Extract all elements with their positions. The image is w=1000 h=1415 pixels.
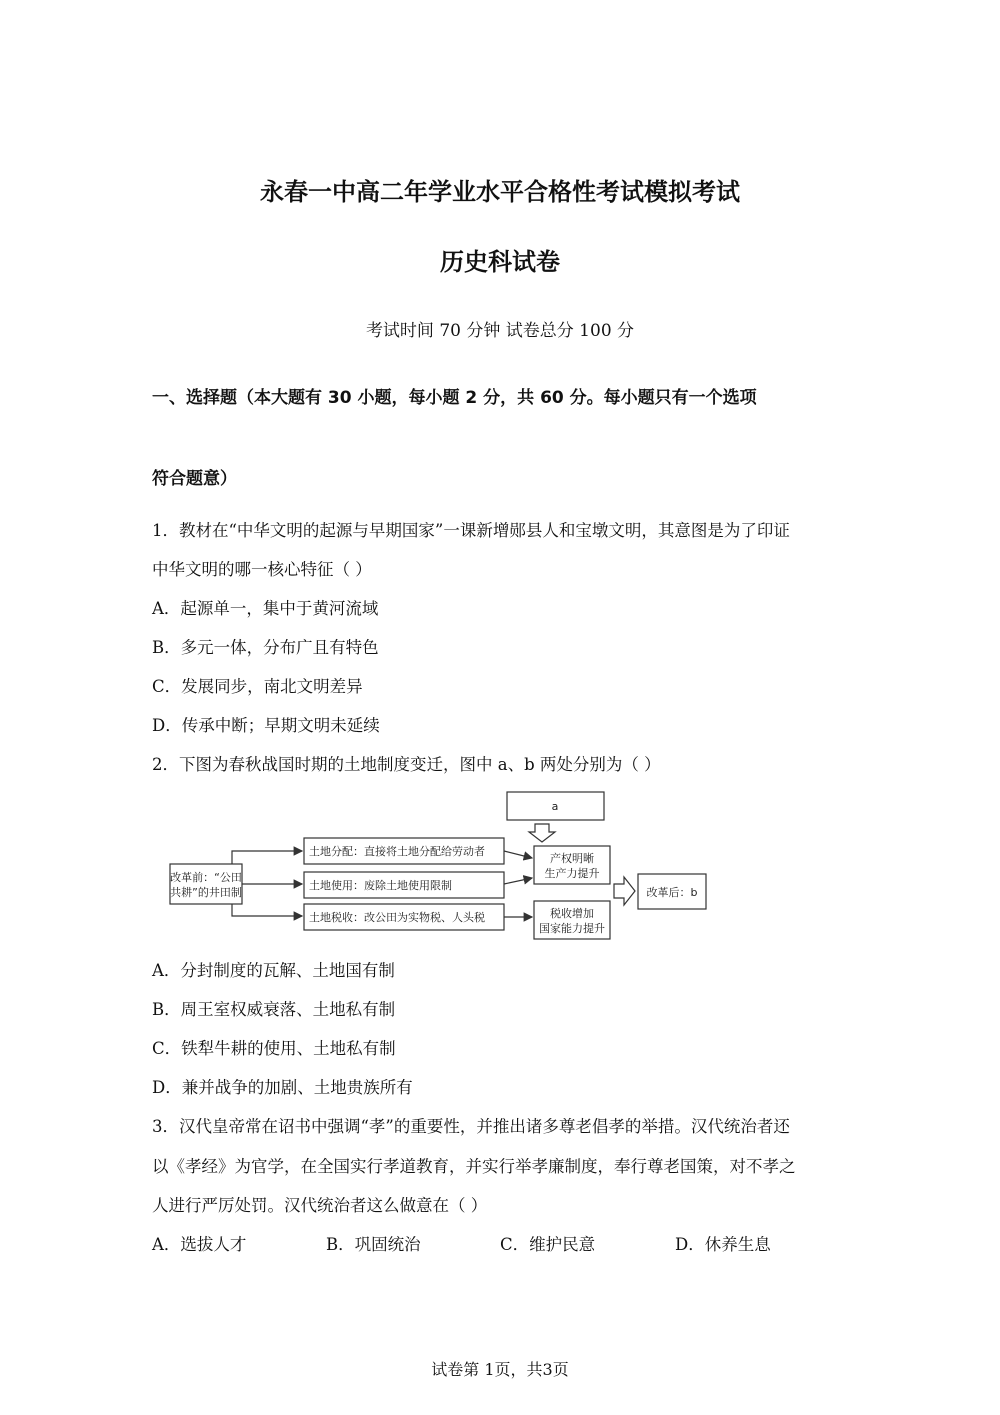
box-result1-line2: 生产力提升	[544, 867, 600, 880]
box-tax-label: 土地税收：改公田为实物税、人头税	[309, 911, 485, 924]
connector-tax	[232, 904, 302, 916]
exam-meta: 考试时间 70 分钟 试卷总分 100 分	[365, 321, 635, 341]
q3-stem-line2: 以《孝经》为官学，在全国实行孝道教育，并实行举孝廉制度，奉行尊老国策，对不孝之	[152, 1157, 796, 1176]
right-arrow-icon	[614, 877, 635, 905]
box-result2-line2: 国家能力提升	[539, 922, 605, 935]
box-result1-line1: 产权明晰	[550, 852, 594, 865]
connector-dist	[232, 851, 302, 864]
q3-stem-line3: 人进行严厉处罚。汉代统治者这么做意在（ ）	[152, 1196, 488, 1215]
page-subtitle: 历史科试卷	[440, 248, 560, 276]
arrow-use-result	[504, 878, 532, 884]
q3-option-a: A．选拔人才	[152, 1235, 247, 1254]
box-before-line1: 改革前：“公田	[170, 871, 242, 884]
q2-option-c: C．铁犁牛耕的使用、土地私有制	[152, 1039, 396, 1058]
page-footer: 试卷第 1页，共3页	[431, 1360, 569, 1379]
q1-stem-line1: 1．教材在“中华文明的起源与早期国家”一课新增郧县人和宝墩文明，其意图是为了印证	[152, 521, 790, 540]
q1-option-b: B．多元一体，分布广且有特色	[152, 638, 379, 657]
q3-option-b: B．巩固统治	[326, 1235, 421, 1254]
q1-option-a: A．起源单一，集中于黄河流域	[152, 599, 379, 618]
box-after-label: 改革后：b	[646, 886, 698, 899]
q1-stem-line2: 中华文明的哪一核心特征（ ）	[152, 560, 372, 579]
land-system-diagram	[168, 788, 712, 940]
page-title: 永春一中高二年学业水平合格性考试模拟考试	[260, 178, 740, 206]
q2-option-d: D．兼并战争的加剧、土地贵族所有	[152, 1078, 413, 1097]
box-before-line2: 共耕”的井田制	[170, 886, 242, 899]
down-arrow-icon	[529, 824, 555, 842]
q3-stem-line1: 3．汉代皇帝常在诏书中强调“孝”的重要性，并推出诸多尊老倡孝的举措。汉代统治者还	[152, 1117, 790, 1136]
q1-option-c: C．发展同步，南北文明差异	[152, 677, 363, 696]
q2-stem: 2．下图为春秋战国时期的土地制度变迁，图中 a、b 两处分别为（ ）	[152, 755, 661, 774]
box-result2-line1: 税收增加	[550, 907, 594, 920]
q3-option-d: D．休养生息	[675, 1235, 771, 1254]
section-heading-line2: 符合题意）	[152, 469, 237, 489]
section-heading-line1: 一、选择题（本大题有 30 小题，每小题 2 分，共 60 分。每小题只有一个选项	[152, 388, 757, 408]
box-use-label: 土地使用：废除土地使用限制	[309, 879, 452, 892]
box-dist-label: 土地分配：直接将土地分配给劳动者	[309, 845, 485, 858]
q2-option-b: B．周王室权威衰落、土地私有制	[152, 1000, 396, 1019]
q2-option-a: A．分封制度的瓦解、土地国有制	[152, 961, 395, 980]
box-a-label: a	[551, 800, 559, 813]
arrow-dist-result	[504, 851, 532, 858]
q1-option-d: D．传承中断；早期文明未延续	[152, 716, 380, 735]
q3-option-c: C．维护民意	[500, 1235, 596, 1254]
